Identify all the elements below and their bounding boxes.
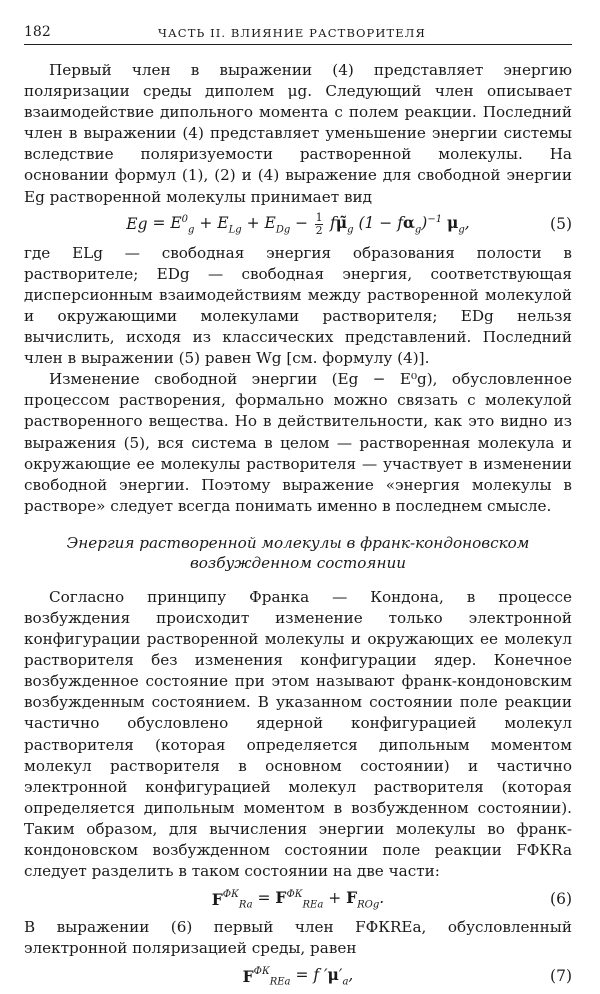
paragraph-4: Согласно принципу Франка — Кондона, в процессе возбуждения происходит изменение только электронной конфигурации растворенной молекулы и окружающих ее молекул растворителя без изменения конфигурации ядер. Конечное возбужденное состояние при этом называют франк-кондоновским возбужденным состоянием. В указанном состоянии поле реакции частично обусловлено ядерной конфигурацией молекул растворителя (которая определяется дипольным моментом молекул растворителя в основном состоянии) и частично электронной конфигурацией молекул растворителя (которая определяется дипольным моментом в возбужденном состоянии). Таким образом, для вычисления энергии молекулы во франк-кондоновском возбужденном состоянии поле реакции FФКRa следует разделить в таком состоянии на две части: xyxy=(24,587,572,881)
paragraph-2: где ELg — свободная энергия образования полости в растворителе; EDg — свободная энергия, соответствующая дисперсионным взаимодействиям между растворенной молекулой и окружающими молекулами растворителя; EDg нельзя вычислить, исходя из классических представлений. Последний член в выражении (5) равен Wg [см. формулу (4)]. xyxy=(24,243,572,368)
equation-5-body: = $E^0_g + E_{Lg} + E_{Dg}$ − $\frac{1}{2}$ $f\mũ_g$ $(1 - f\alpha_g)^{-1}$ $\mu_g$, xyxy=(147,210,470,237)
equation-6-number: (6) xyxy=(550,889,572,908)
page-number: 182 xyxy=(24,24,51,40)
paragraph-5: В выражении (6) первый член FФКREa, обусловленный электронной поляризацией среды, равен xyxy=(24,918,572,958)
running-title: ЧАСТЬ II. ВЛИЯНИЕ РАСТВОРИТЕЛЯ xyxy=(158,26,426,40)
equation-7 xyxy=(24,961,572,991)
equation-5 xyxy=(24,210,572,240)
equation-7-number: (7) xyxy=(550,966,572,985)
paragraph-1: Первый член в выражении (4) представляет энергию поляризации среды диполем μg. Следующий член описывает взаимодействие дипольного момента с полем реакции. Последний член в выражении (4) представляет уменьшение энергии системы вследствие поляризуемости растворенной молекулы. На основании формул (1), (2) и (4) выражение для свободной энергии Eg растворенной молекулы принимает вид xyxy=(24,61,572,206)
section-title: Энергия растворенной молекулы в франк-кондоновском возбужденном состоянии xyxy=(66,533,530,572)
equation-7-lhs: F xyxy=(242,966,254,986)
paragraph-3: Изменение свободной энергии (Eg − E⁰g), обусловленное процессом растворения, формально можно связать с молекулой растворенного вещества. Но в действительности, как это видно из выражения (5), вся система в целом — растворенная молекула и окружающие ее молекулы растворителя — участвует в изменении свободной энергии. Поэтому выражение «энергия молекулы в растворе» следует всегда понимать именно в последнем смысле. xyxy=(24,370,572,515)
page xyxy=(24,18,572,994)
equation-5-number: (5) xyxy=(550,215,572,234)
equation-6-body: $^{ФК}_{Ra} = F^{ФК}_{REa} + F_{ROg}$. xyxy=(222,887,385,910)
page-header xyxy=(24,18,572,45)
page-body xyxy=(24,60,572,991)
equation-7-body: $^{ФК}_{REa}$ = f $'\mu'_a$, xyxy=(253,964,354,987)
equation-6 xyxy=(24,884,572,914)
equation-5-lhs: Eg xyxy=(126,215,148,234)
equation-6-lhs: F xyxy=(211,889,223,909)
